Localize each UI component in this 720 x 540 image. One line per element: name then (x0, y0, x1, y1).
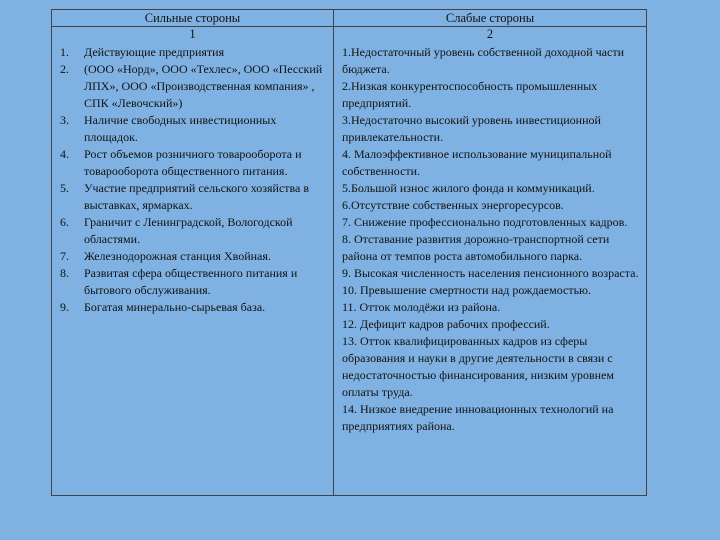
strength-item: 3. Наличие свободных инвестиционных площадок. (60, 113, 277, 144)
weakness-item: 11. Отток молодёжи из района. (342, 300, 501, 314)
weakness-item: 6.Отсутствие собственных энергоресурсов. (342, 198, 564, 212)
weakness-item: 8. Отставание развития дорожно-транспортной сети района от темпов роста автомобильного парка. (342, 232, 610, 263)
weakness-item: 7. Снижение профессионально подготовленных кадров. (342, 215, 628, 229)
strength-item: 5. Участие предприятий сельского хозяйства в выставках, ярмарках. (60, 181, 310, 212)
strength-item: 2. (ООО «Норд», ООО «Техлес», ООО «Песский ЛПХ», ООО «Производственная компания» , СПК «Левочский») (60, 62, 323, 110)
weaknesses-list (342, 44, 645, 435)
column-number-left: 1 (189, 27, 196, 41)
strength-item: 9. Богатая минерально-сырьевая база. (60, 300, 266, 314)
column-divider (333, 10, 334, 495)
weakness-item: 12. Дефицит кадров рабочих профессий. (342, 317, 550, 331)
column-number-right: 2 (486, 27, 494, 41)
weakness-item: 10. Превышение смертности над рождаемостью. (342, 283, 592, 297)
weakness-item: 2.Низкая конкурентоспособность промышленных предприятий. (342, 79, 598, 110)
weakness-item: 13. Отток квалифицированных кадров из сферы образования и науки в другие деятельности в связи с недостаточностью финансирования, низким уровнем оплаты труда. (342, 334, 615, 399)
weakness-item: 1.Недостаточный уровень собственной доходной части бюджета. (342, 45, 624, 76)
strength-item: 6. Граничит с Ленинградской, Вологодской областями. (60, 215, 293, 246)
strength-item: 1. Действующие предприятия (60, 45, 225, 59)
weakness-item: 5.Большой износ жилого фонда и коммуникаций. (342, 181, 595, 195)
weakness-item: 4. Малоэффективное использование муниципальной собственности. (342, 147, 612, 178)
strength-item: 7. Железнодорожная станция Хвойная. (60, 249, 271, 263)
weakness-item: 3.Недостаточно высокий уровень инвестиционной привлекательности. (342, 113, 601, 144)
weakness-item: 9. Высокая численность населения пенсионного возраста. (342, 266, 639, 280)
strengths-list (52, 44, 333, 316)
swot-table (51, 9, 647, 496)
header-weaknesses: Слабые стороны (445, 11, 535, 25)
weakness-item: 14. Низкое внедрение инновационных технологий на предприятиях района. (342, 402, 614, 433)
strength-item: 8. Развитая сфера общественного питания и бытового обслуживания. (60, 266, 298, 297)
strength-item: 4. Рост объемов розничного товарооборота и товарооборота общественного питания. (60, 147, 302, 178)
header-strengths: Сильные стороны (144, 11, 241, 25)
